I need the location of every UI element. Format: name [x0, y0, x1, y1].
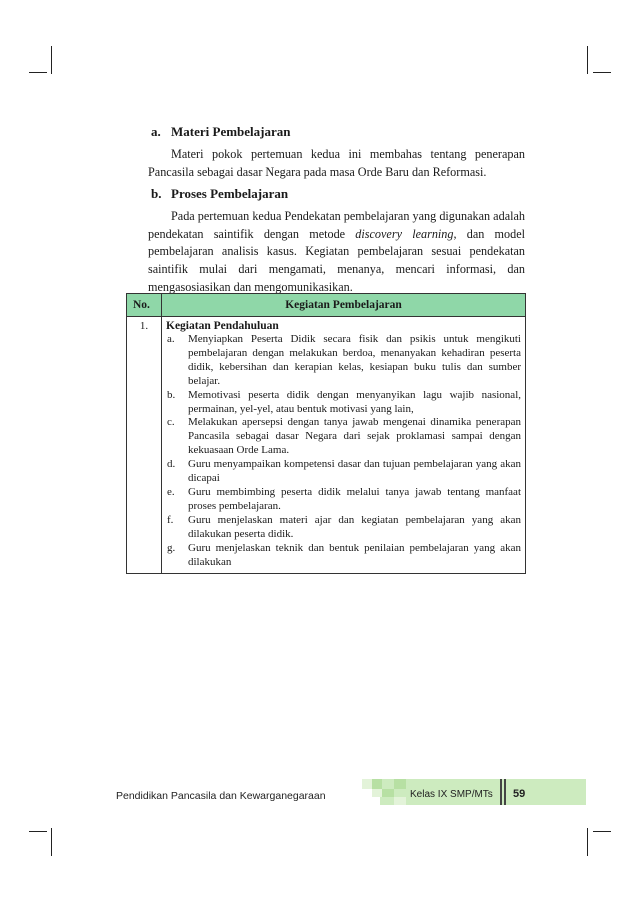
item-letter: d.	[167, 458, 176, 471]
item-letter: f.	[167, 513, 174, 526]
crop-mark	[51, 828, 52, 856]
table-header-row	[127, 294, 526, 317]
footer-divider	[504, 779, 506, 805]
column-header-no: No.	[127, 294, 162, 317]
item-letter: a.	[167, 333, 175, 345]
section-a-heading	[151, 124, 290, 140]
section-b-paragraph	[148, 208, 525, 297]
item-letter: g.	[167, 541, 176, 554]
footer-decoration	[372, 789, 382, 797]
crop-mark	[587, 46, 588, 74]
section-a-label: a.	[151, 124, 161, 139]
activity-list	[166, 333, 521, 569]
list-item	[166, 542, 521, 570]
footer-decoration	[382, 789, 394, 797]
item-letter: c.	[167, 416, 175, 429]
list-item	[166, 389, 521, 417]
section-b-text-2: , dan model pembelajaran analisis kasus. Kegiatan pembelajaran sesuai pendekatan saintifik mulai dari mengamati, menanya, mencari informasi, dan mengasosiasikan dan mengomunikasikan.	[148, 226, 525, 294]
crop-mark	[593, 72, 611, 73]
section-b-title: Proses Pembelajaran	[171, 186, 289, 201]
item-text: Memotivasi peserta didik dengan menyanyikan lagu wajib nasional, permainan, yel-yel, atau bentuk motivasi yang lain,	[188, 388, 521, 415]
section-a-text: Materi pokok pertemuan kedua ini membahas tentang penerapan Pancasila sebagai dasar Negara pada masa Orde Baru dan Reformasi.	[148, 147, 525, 179]
crop-mark	[29, 831, 47, 832]
crop-mark	[29, 72, 47, 73]
activity-table	[126, 293, 526, 574]
crop-mark	[593, 831, 611, 832]
footer-book-title: Pendidikan Pancasila dan Kewarganegaraan	[116, 790, 326, 802]
item-text: Guru membimbing peserta didik melalui tanya jawab tentang manfaat proses pembelajaran.	[188, 485, 521, 512]
section-b-text-1: Pada pertemuan kedua Pendekatan pembelajaran yang digunakan adalah pendekatan saintifik dengan metode	[148, 209, 525, 241]
item-text: Guru menyampaikan kompetensi dasar dan tujuan pembelajaran yang akan dicapai	[188, 458, 521, 485]
section-b-method: discovery learning	[355, 226, 454, 241]
page-number: 59	[513, 788, 526, 800]
section-a-title: Materi Pembelajaran	[171, 124, 291, 139]
footer-decoration	[362, 779, 372, 789]
list-item	[166, 416, 521, 458]
crop-mark	[587, 828, 588, 856]
footer-decoration	[394, 779, 406, 789]
item-letter: b.	[167, 388, 176, 401]
column-header-activity: Kegiatan Pembelajaran	[162, 294, 526, 317]
row-number: 1.	[127, 317, 162, 574]
footer-decoration	[394, 797, 406, 805]
section-b-label: b.	[151, 186, 162, 201]
section-a-paragraph	[148, 146, 525, 181]
list-item	[166, 333, 521, 389]
item-text: Melakukan apersepsi dengan tanya jawab mengenai dinamika penerapan Pancasila sebagai dasar Negara dari sejak proklamasi sampai dengan kekuasaan Orde Lama.	[188, 416, 521, 457]
item-text: Guru menjelaskan teknik dan bentuk penilaian pembelajaran yang akan dilakukan	[188, 541, 521, 568]
crop-mark	[51, 46, 52, 74]
row-activity	[162, 317, 526, 574]
item-text: Menyiapkan Peserta Didik secara fisik dan psikis untuk mengikuti pembelajaran dengan melakukan berdoa, menanyakan kehadiran peserta didik, kebersihan dan kerapian kelas, kesiapan buku tulis dan sumber belajar.	[188, 333, 521, 387]
list-item	[166, 458, 521, 486]
list-item	[166, 486, 521, 514]
footer-grade: Kelas IX SMP/MTs	[410, 789, 493, 800]
table-row	[127, 317, 526, 574]
item-letter: e.	[167, 485, 175, 498]
item-text: Guru menjelaskan materi ajar dan kegiatan pembelajaran yang akan dilakukan peserta didik.	[188, 513, 521, 540]
section-b-heading	[151, 186, 288, 202]
footer-divider	[500, 779, 502, 805]
activity-title: Kegiatan Pendahuluan	[166, 320, 279, 332]
footer-decoration	[372, 779, 382, 789]
list-item	[166, 514, 521, 542]
